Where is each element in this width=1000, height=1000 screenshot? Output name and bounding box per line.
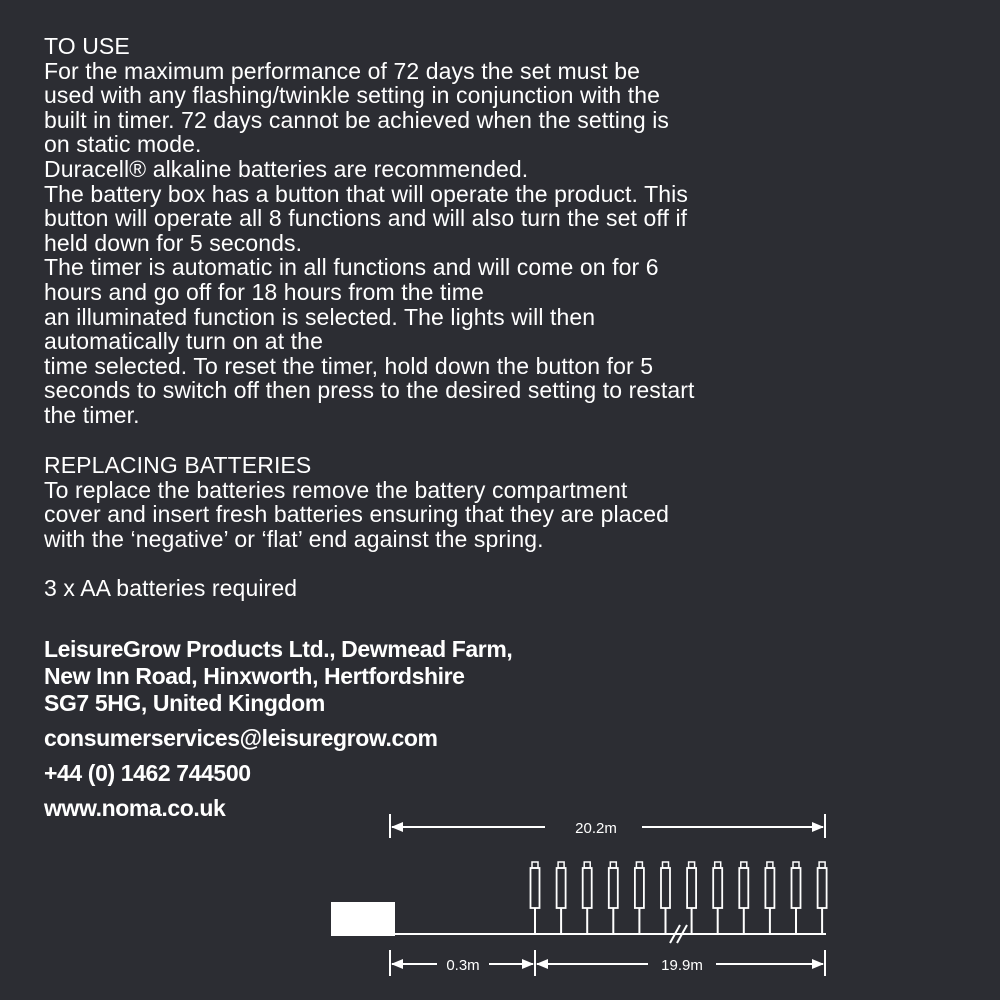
total-length-label: 20.2m xyxy=(575,820,617,837)
replacing-batteries-heading: REPLACING BATTERIES xyxy=(44,452,312,478)
address-line-3: SG7 5HG, United Kingdom xyxy=(44,690,325,716)
to-use-section xyxy=(44,34,824,428)
lead-length-dimension xyxy=(390,950,535,976)
replacing-batteries-body: To replace the batteries remove the battery compartment cover and insert fresh batteries ensuring that they are placed with the ‘negative’ or ‘flat’ end against the spring. xyxy=(44,476,669,552)
light-string-wire xyxy=(395,925,826,943)
batteries-required-text: 3 x AA batteries required xyxy=(44,575,298,601)
to-use-body: For the maximum performance of 72 days the set must be used with any flashing/twinkle setting in conjunction with the built in timer. 72 days cannot be achieved when the setting is on static mode. Duracell® alkaline batteries are recommended. The battery box has a button that will operate the product. This button will operate all 8 functions and will also turn the set off if held down for 5 seconds. The timer is automatic in all functions and will come on for 6 hours and go off for 18 hours from the time an illuminated function is selected. The lights will then automatically turn on at the time selected. To reset the timer, hold down the button for 5 seconds to switch off then press to the desired setting to restart the timer. xyxy=(44,57,695,428)
bulb-icon xyxy=(557,862,566,934)
phone-number[interactable]: +44 (0) 1462 744500 xyxy=(44,760,251,786)
bulb-icon xyxy=(713,862,722,934)
lit-length-dimension xyxy=(537,950,825,976)
bulb-icon xyxy=(687,862,696,934)
bulb-icon xyxy=(792,862,801,934)
address-line-2: New Inn Road, Hinxworth, Hertfordshire xyxy=(44,663,465,689)
address-line-1: LeisureGrow Products Ltd., Dewmead Farm, xyxy=(44,636,513,662)
to-use-heading: TO USE xyxy=(44,33,130,59)
lit-length-label: 19.9m xyxy=(661,957,703,974)
bulb-icon xyxy=(765,862,774,934)
email-link[interactable]: consumerservices@leisuregrow.com xyxy=(44,725,438,751)
replacing-batteries-section xyxy=(44,453,824,551)
bulb-icon xyxy=(635,862,644,934)
bulb-icon xyxy=(739,862,748,934)
bulb-icon xyxy=(818,862,827,934)
bulb-icon xyxy=(609,862,618,934)
contact-section xyxy=(44,636,824,822)
battery-box xyxy=(331,902,395,936)
lead-length-label: 0.3m xyxy=(446,957,480,974)
bulb-icon xyxy=(661,862,670,934)
batteries-required-section xyxy=(44,576,824,601)
bulb-icon xyxy=(531,862,540,934)
bulb-icon xyxy=(583,862,592,934)
bulb-group xyxy=(531,862,827,934)
website-link[interactable]: www.noma.co.uk xyxy=(44,795,226,821)
